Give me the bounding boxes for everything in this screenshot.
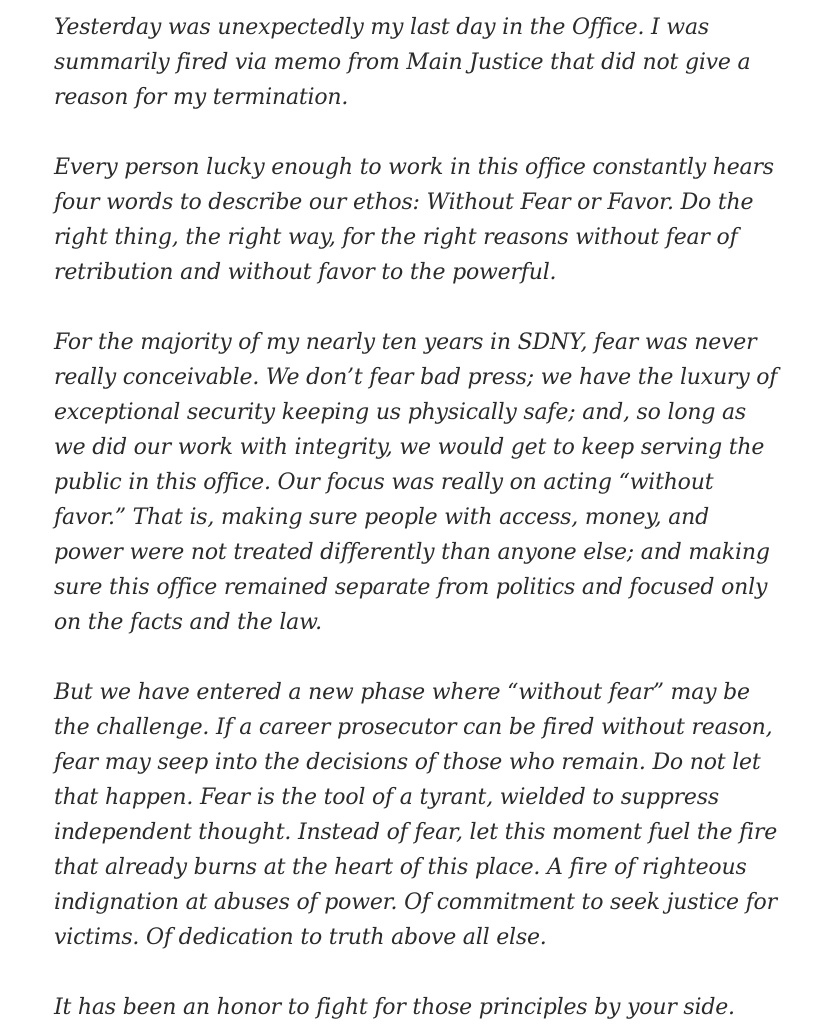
paragraph-ethos: Every person lucky enough to work in this office constantly hears four words to describe our ethos: Without Fear or Favor. Do the right thing, the right way, for the right reasons without fear of retribution and without favor to the powerful. — [54, 155, 774, 285]
paragraph-without-favor: For the majority of my nearly ten years in SDNY, fear was never really conceivable. We don’t fear bad press; we have the luxury of exceptional security keeping us physically safe; and, so long as we did our work with integrity, we would get to keep serving the public in this office. Our focus was really on acting “without favor.” That is, making sure people with access, money, and power were not treated differently than anyone else; and making sure this office remained separate from politics and focused only on the facts and the law. — [54, 330, 778, 635]
paragraph-closing: It has been an honor to fight for those principles by your side. — [54, 995, 735, 1020]
paragraph-termination: Yesterday was unexpectedly my last day in the Office. I was summarily fired via memo from Main Justice that did not give a reason for my termination. — [54, 15, 751, 110]
paragraph-without-fear: But we have entered a new phase where “without fear” may be the challenge. If a career prosecutor can be fired without reason, fear may seep into the decisions of those who remain. Do not let that happen. Fear is the tool of a tyrant, wielded to suppress independent thought. Instead of fear, let this moment fuel the fire that already burns at the heart of this place. A fire of righteous indignation at abuses of power. Of commitment to seek justice for victims. Of dedication to truth above all else. — [54, 680, 778, 950]
